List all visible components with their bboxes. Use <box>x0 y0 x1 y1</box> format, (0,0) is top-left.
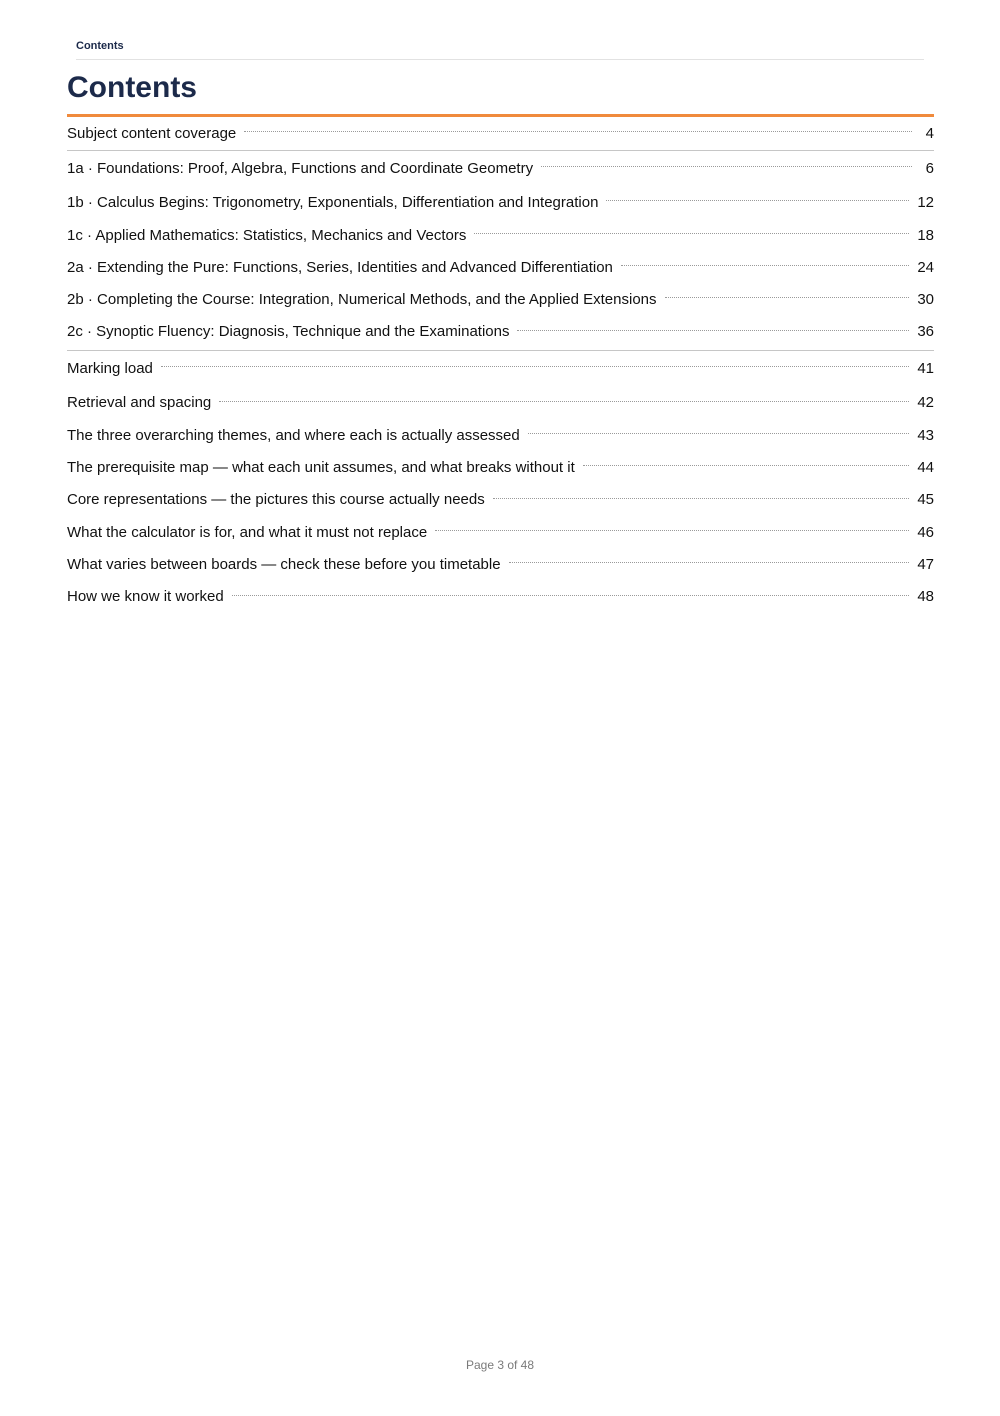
toc-dot-leader <box>435 529 909 531</box>
toc-entry-page: 24 <box>917 258 934 276</box>
table-of-contents <box>67 118 934 615</box>
toc-entry[interactable] <box>67 581 934 615</box>
toc-dot-leader <box>621 264 909 266</box>
toc-group-intro <box>67 118 934 150</box>
toc-entry[interactable] <box>67 517 934 549</box>
toc-dot-leader <box>474 232 909 234</box>
toc-entry-page: 46 <box>917 523 934 541</box>
toc-entry[interactable] <box>67 151 934 187</box>
toc-entry[interactable] <box>67 220 934 252</box>
toc-entry-page: 43 <box>917 426 934 444</box>
toc-entry-page: 47 <box>917 555 934 573</box>
toc-entry[interactable] <box>67 252 934 284</box>
toc-entry[interactable] <box>67 420 934 452</box>
toc-entry[interactable] <box>67 387 934 419</box>
toc-group-units <box>67 150 934 350</box>
toc-dot-leader <box>244 130 912 132</box>
toc-entry-page: 42 <box>917 394 934 412</box>
toc-entry-page: 45 <box>917 491 934 509</box>
toc-dot-leader <box>493 497 910 499</box>
running-header <box>76 39 924 60</box>
toc-dot-leader <box>232 594 910 596</box>
toc-entry[interactable] <box>67 187 934 219</box>
toc-entry-label: 2c · Synoptic Fluency: Diagnosis, Technique and the Examinations <box>67 323 510 341</box>
toc-entry-page: 6 <box>925 160 934 178</box>
toc-entry[interactable] <box>67 452 934 484</box>
toc-entry-page: 41 <box>917 360 934 378</box>
toc-entry-page: 48 <box>917 588 934 606</box>
toc-entry[interactable] <box>67 484 934 516</box>
toc-entry[interactable] <box>67 351 934 387</box>
toc-entry-label: 1b · Calculus Begins: Trigonometry, Exponentials, Differentiation and Integration <box>67 194 599 212</box>
toc-entry-label: Subject content coverage <box>67 125 237 142</box>
toc-entry-page: 4 <box>925 125 934 142</box>
toc-entry-label: What varies between boards — check these before you timetable <box>67 555 501 573</box>
toc-entry-label: Marking load <box>67 360 153 378</box>
toc-entry-page: 18 <box>917 226 934 244</box>
toc-entry-label: 2a · Extending the Pure: Functions, Series, Identities and Advanced Differentiation <box>67 258 613 276</box>
toc-entry[interactable] <box>67 284 934 316</box>
title-accent-rule <box>67 114 934 117</box>
toc-dot-leader <box>161 365 909 367</box>
toc-entry-label: What the calculator is for, and what it must not replace <box>67 523 428 541</box>
toc-entry-page: 36 <box>917 323 934 341</box>
toc-entry-label: 1c · Applied Mathematics: Statistics, Mechanics and Vectors <box>67 226 467 244</box>
page-footer <box>0 1358 1000 1372</box>
toc-dot-leader <box>583 464 910 466</box>
toc-entry-label: 2b · Completing the Course: Integration, Numerical Methods, and the Applied Extensions <box>67 291 657 309</box>
toc-entry-page: 30 <box>917 291 934 309</box>
toc-entry[interactable] <box>67 316 934 350</box>
toc-entry-page: 44 <box>917 459 934 477</box>
toc-entry-label: How we know it worked <box>67 588 224 606</box>
toc-dot-leader <box>528 432 910 434</box>
toc-entry-page: 12 <box>917 194 934 212</box>
toc-dot-leader <box>509 561 910 563</box>
toc-group-appendices <box>67 350 934 615</box>
toc-dot-leader <box>219 400 909 402</box>
toc-entry[interactable] <box>67 118 934 150</box>
toc-entry-label: The three overarching themes, and where each is actually assessed <box>67 426 520 444</box>
running-header-title: Contents <box>76 40 124 52</box>
toc-dot-leader <box>606 199 909 201</box>
toc-dot-leader <box>541 165 912 167</box>
page-title: Contents <box>67 71 197 104</box>
toc-dot-leader <box>517 329 909 331</box>
page-number: Page 3 of 48 <box>465 1358 535 1372</box>
toc-dot-leader <box>665 296 910 298</box>
toc-entry-label: 1a · Foundations: Proof, Algebra, Functions and Coordinate Geometry <box>67 160 534 178</box>
toc-entry-label: Retrieval and spacing <box>67 394 212 412</box>
toc-entry-label: Core representations — the pictures this course actually needs <box>67 491 485 509</box>
toc-entry[interactable] <box>67 549 934 581</box>
toc-entry-label: The prerequisite map — what each unit assumes, and what breaks without it <box>67 459 575 477</box>
